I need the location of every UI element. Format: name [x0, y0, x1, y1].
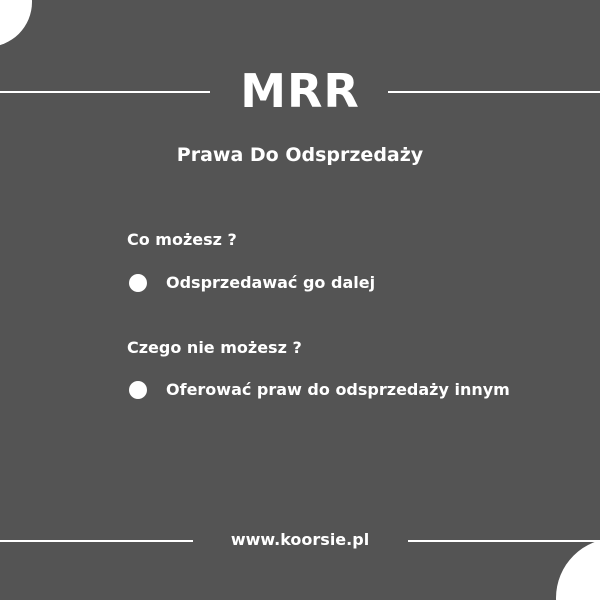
header-divider-right — [388, 91, 600, 93]
decorative-circle-top-left — [0, 0, 32, 47]
bullet-circle-icon — [129, 381, 147, 399]
bullet-circle-icon — [129, 274, 147, 292]
header-divider-left — [0, 91, 210, 93]
cannot-section-heading: Czego nie możesz ? — [127, 338, 302, 357]
website-link[interactable]: www.koorsie.pl — [230, 530, 370, 549]
footer-divider-right — [408, 540, 600, 542]
list-item — [129, 271, 375, 295]
footer-divider-left — [0, 540, 193, 542]
page-title: MRR — [240, 64, 360, 118]
list-item — [129, 378, 510, 402]
can-section-heading: Co możesz ? — [127, 230, 237, 249]
list-item-label: Oferować praw do odsprzedaży innym — [166, 380, 510, 399]
decorative-circle-bottom-right — [556, 538, 600, 600]
list-item-label: Odsprzedawać go dalej — [166, 273, 376, 292]
page-subtitle: Prawa Do Odsprzedaży — [176, 144, 424, 166]
